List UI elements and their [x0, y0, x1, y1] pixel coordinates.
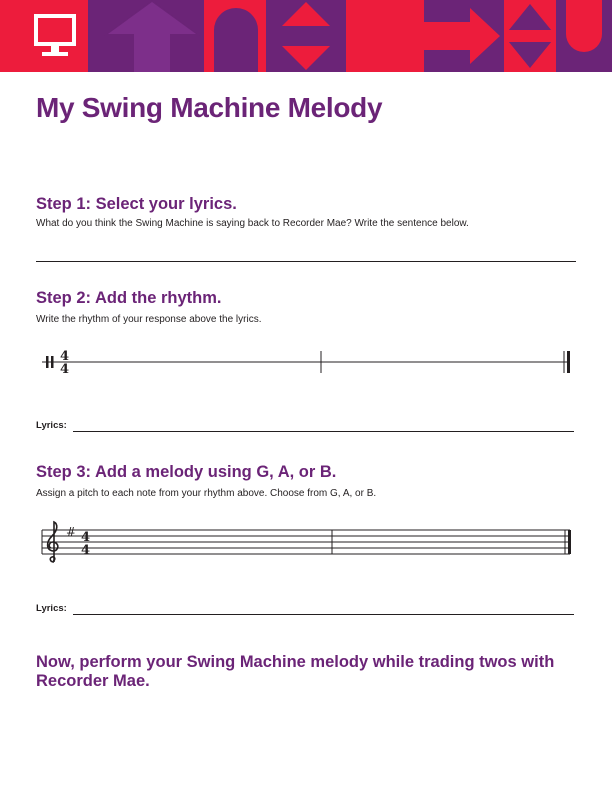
rhythm-staff[interactable]	[36, 346, 576, 378]
key-signature-sharp: #	[66, 525, 77, 539]
step-3-lyrics-row[interactable]	[36, 603, 574, 617]
step-2-lyrics-row[interactable]	[36, 420, 574, 434]
step-1-answer-line[interactable]	[36, 261, 576, 262]
lyrics-label: Lyrics:	[36, 420, 67, 431]
step-3-heading: Step 3: Add a melody using G, A, or B.	[36, 463, 337, 481]
time-signature-top: 4	[81, 530, 91, 545]
step-3-description: Assign a pitch to each note from your rhythm above. Choose from G, A, or B.	[36, 488, 377, 499]
step-2-heading: Step 2: Add the rhythm.	[36, 289, 222, 307]
step-1-description: What do you think the Swing Machine is saying back to Recorder Mae? Write the sentence below.	[36, 218, 469, 229]
time-signature-top: 4	[60, 349, 70, 364]
lyrics-line[interactable]	[73, 431, 574, 432]
melody-staff[interactable]	[36, 518, 576, 568]
header-banner	[0, 0, 612, 72]
lyrics-label: Lyrics:	[36, 603, 67, 614]
page-title: My Swing Machine Melody	[36, 92, 383, 123]
banner-pattern	[0, 0, 612, 72]
step-1-heading: Step 1: Select your lyrics.	[36, 195, 237, 213]
computer-monitor-icon	[34, 14, 82, 60]
time-signature-bottom: 4	[81, 543, 91, 558]
closing-instruction: Now, perform your Swing Machine melody while trading twos with Recorder Mae.	[36, 653, 555, 690]
time-signature-bottom: 4	[60, 362, 70, 377]
lyrics-line[interactable]	[73, 614, 574, 615]
step-2-description: Write the rhythm of your response above the lyrics.	[36, 314, 262, 325]
